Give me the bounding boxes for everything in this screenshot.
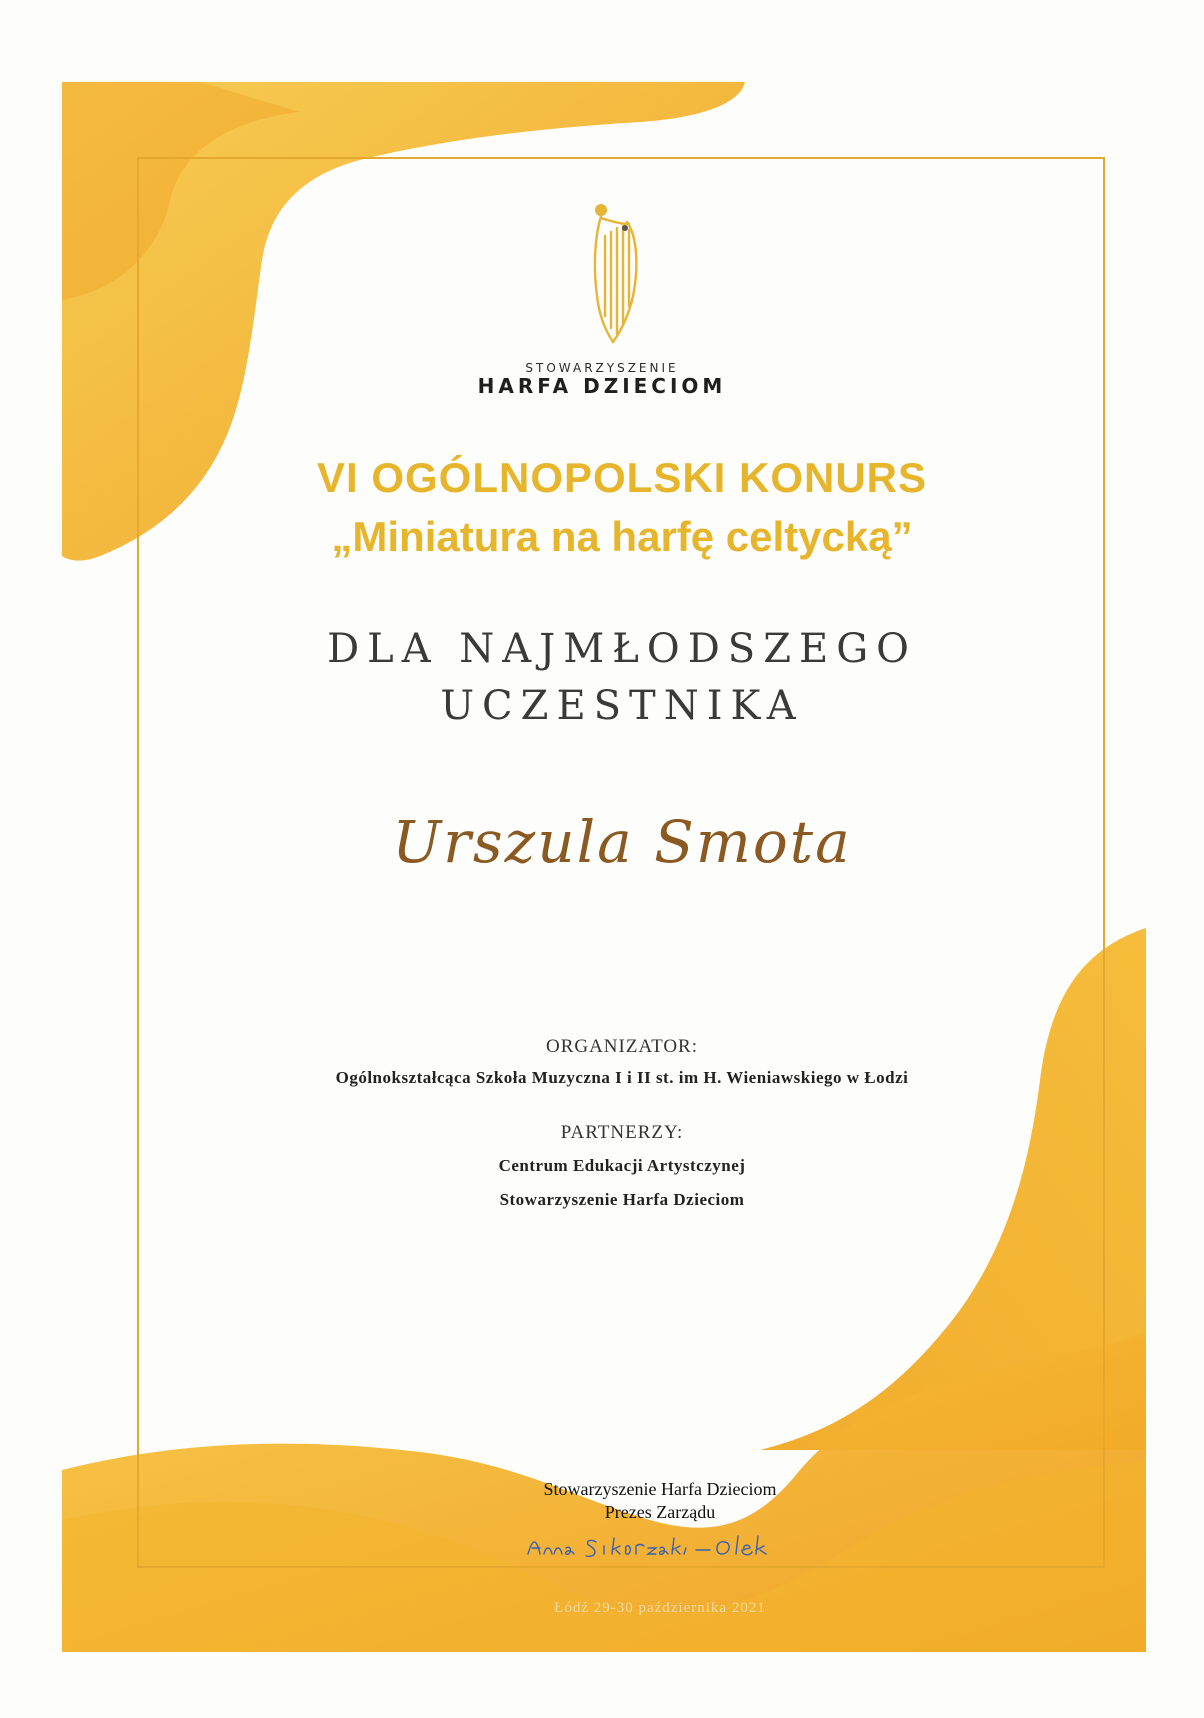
organizer-value: Ogólnokształcąca Szkoła Muzyczna I i II st. im H. Wieniawskiego w Łodzi [335,1068,909,1087]
award-line-1: DLA NAJMŁODSZEGO [327,626,917,672]
organization-kicker: STOWARZYSZENIE [525,361,679,375]
partner-item: Centrum Edukacji Artystczynej [498,1156,746,1175]
contest-subtitle: „Miniatura na harfę celtycką” [331,513,913,560]
signatory-organization: Stowarzyszenie Harfa Dzieciom [543,1479,777,1499]
handwritten-signature [520,1528,780,1564]
award-line-2: UCZESTNIKA [440,683,804,729]
signatory-role: Prezes Zarządu [604,1502,716,1522]
organization-name: HARFA DZIECIOM [477,374,727,398]
partners-label: PARTNERZY: [560,1122,684,1143]
recipient-name: Urszula Smota [392,808,852,876]
partner-item: Stowarzyszenie Harfa Dzieciom [499,1190,745,1209]
organizer-label: ORGANIZATOR: [545,1036,699,1057]
harpist-logo-icon [567,196,657,346]
contest-title: VI OGÓLNOPOLSKI KONURS [316,454,928,501]
place-and-date: Łódź 29-30 października 2021 [554,1600,766,1616]
